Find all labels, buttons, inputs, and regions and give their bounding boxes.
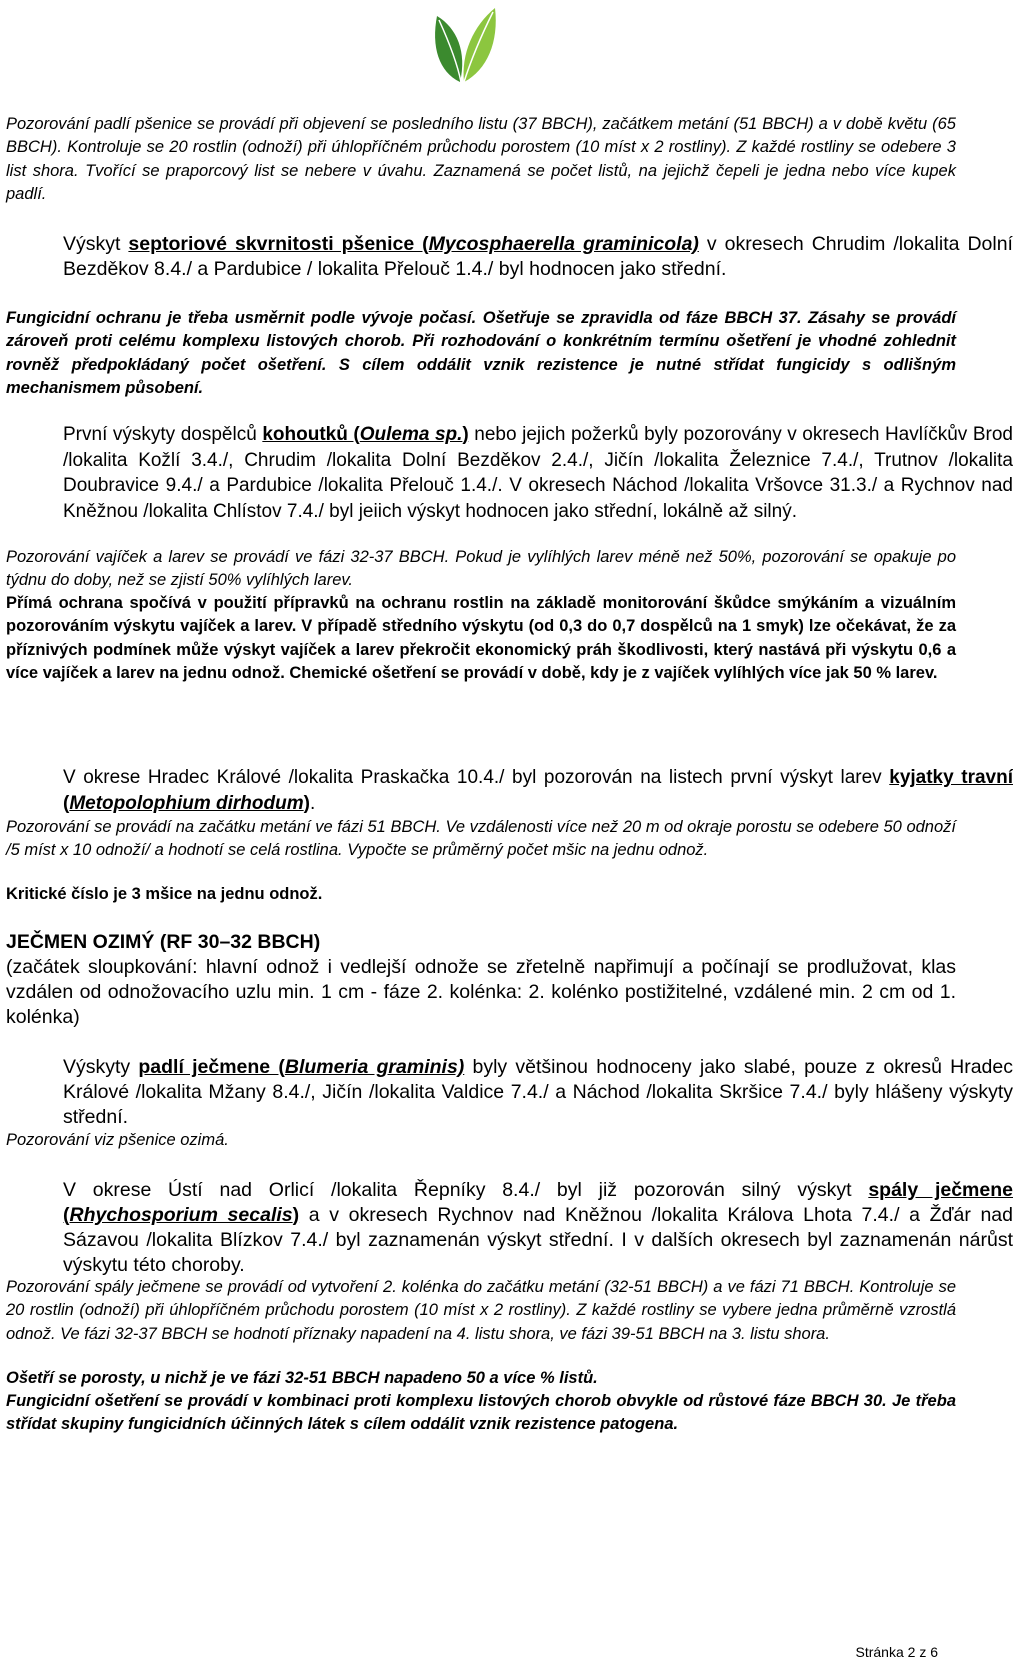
- wheat-mildew-observation: Pozorování padlí pšenice se provádí při objevení se posledního listu (37 BBCH), začátkem metání (51 BBCH) a v době květu (65 BBCH). Kontroluje se 20 rostlin (odnoží) při úhlopříčném průchodu porostem (10 míst x 2 rostliny). Z každé rostliny se odebere 3 list shora. Tvořící se praporcový list se nebere v úvahu. Zaznamená se počet listů, na jejichž čepeli je jedna nebo více kupek padlí.: [6, 115, 956, 204]
- aphid-paragraph: V okrese Hradec Králové /lokalita Praskačka 10.4./ byl pozorován na listech první výskyt larev kyjatky travní (Metopolophium dirhodum).: [63, 767, 1013, 814]
- septoria-recommendation: Fungicidní ochranu je třeba usměrnit podle vývoje počasí. Ošetřuje se zpravidla od fáze BBCH 37. Zásahy se provádí zároveň proti celému komplexu listových chorob. Při rozhodování o konkrétním termínu ošetření je vhodné zohlednit rovněž předpokládaný počet ošetření. S cílem oddálit vznik rezistence je nutné střídat fungicidy s odlišným mechanismem působení.: [6, 309, 956, 398]
- aphid-threshold: Kritické číslo je 3 mšice na jednu odnož.: [6, 885, 323, 903]
- pest-name-aphid: kyjatky travní (Metopolophium dirhodum): [63, 767, 1013, 814]
- pest-name-blumeria: padlí ječmene (Blumeria graminis): [138, 1056, 465, 1078]
- pest-name-oulema: kohoutků (Oulema sp.): [262, 424, 469, 445]
- barley-stage-description: (začátek sloupkování: hlavní odnož i vedlejší odnože se zřetelně napřimují a počínají se prodlužovat, klas vzdálen od odnožovacího uzlu min. 1 cm - fáze 2. kolénka: 2. kolénko postižitelné, vzdálené min. 2 cm od 1. kolénka): [6, 956, 956, 1028]
- rhynchosporium-paragraph: V okrese Ústí nad Orlicí /lokalita Řepníky 8.4./ byl již pozorován silný výskyt spály ječmene (Rhychosporium secalis) a v okresech Rychnov nad Kněžnou /lokalita Králova Lhota 7.4./ a Žďár nad Sázavou /lokalita Blízkov 7.4./ byl zaznamenán výskyt střední. I v dalších okresech byl zaznamenán nárůst výskytu této choroby.: [63, 1179, 1013, 1276]
- barley-mildew-paragraph: Výskyty padlí ječmene (Blumeria graminis) byly většinou hodnoceny jako slabé, pouze z okresů Hradec Králové /lokalita Mžany 8.4./, Jičín /lokalita Valdice 7.4./ a Náchod /lokalita Skršice 7.4./ byly hlášeny výskyty střední.: [63, 1056, 1013, 1128]
- leaf-logo-icon: [427, 2, 497, 86]
- section-heading-barley: JEČMEN OZIMÝ (RF 30–32 BBCH): [6, 931, 321, 953]
- page-number: Stránka 2 z 6: [855, 1644, 938, 1660]
- septoria-paragraph: Výskyt septoriové skvrnitosti pšenice (Mycosphaerella graminicola) v okresech Chrudim /lokalita Dolní Bezděkov 8.4./ a Pardubice / lokalita Přelouč 1.4./ byl hodnocen jako střední.: [63, 233, 1013, 280]
- pest-name-septoria: septoriové skvrnitosti pšenice (Mycosphaerella graminicola): [128, 233, 699, 255]
- aphid-observation: Pozorování se provádí na začátku metání ve fázi 51 BBCH. Ve vzdálenosti více než 20 m od okraje porostu se odebere 50 odnoží /5 míst x 10 odnoží/ a hodnotí se celá rostlina. Vypočte se průměrný počet mšic na jednu odnož.: [6, 818, 956, 860]
- barley-fungicide-recommendation: Fungicidní ošetření se provádí v kombinaci proti komplexu listových chorob obvykle od růstové fáze BBCH 30. Je třeba střídat skupiny fungicidních účinných látek s cílem oddálit vznik rezistence patogena.: [6, 1392, 956, 1434]
- rhynchosporium-observation: Pozorování spály ječmene se provádí od vytvoření 2. kolénka do začátku metání (32-51 BBCH) a ve fázi 71 BBCH. Kontroluje se 20 rostlin (odnoží) při úhlopříčném průchodu porostem (10 míst x 2 rostliny). Z každé rostliny se vybere jedna průměrně vzrostlá odnož. Ve fázi 32-37 BBCH se hodnotí příznaky napadení na 4. listu shora, ve fázi 39-51 BBCH na 3. listu shora.: [6, 1278, 956, 1343]
- oulema-observation: Pozorování vajíček a larev se provádí ve fázi 32-37 BBCH. Pokud je vylíhlých larev méně než 50%, pozorování se opakuje po týdnu do doby, než se zjistí 50% vylíhlých larev.: [6, 548, 956, 590]
- barley-mildew-observation: Pozorování viz pšenice ozimá.: [6, 1131, 229, 1149]
- oulema-paragraph: První výskyty dospělců kohoutků (Oulema sp.) nebo jejich požerků byly pozorovány v okresech Havlíčkův Brod /lokalita Kožlí 3.4./, Chrudim /lokalita Dolní Bezděkov 2.4./, Jičín /lokalita Železnice 7.4./, Trutnov /lokalita Doubravice 9.4./ a Pardubice /lokalita Přelouč 1.4./. V okresech Náchod /lokalita Vršovce 31.3./ a Rychnov nad Kněžnou /lokalita Chlístov 7.4./ byl jeiich výskyt hodnocen jako střední, lokálně až silný.: [63, 424, 1013, 522]
- pest-name-rhynchosporium: spály ječmene (Rhychosporium secalis): [63, 1179, 1013, 1226]
- oulema-recommendation: Přímá ochrana spočívá v použití přípravků na ochranu rostlin na základě monitorování škůdce smýkáním a vizuálním pozorováním výskytu vajíček a larev. V případě středního výskytu (od 0,3 do 0,7 dospělců na 1 smyk) lze očekávat, že za příznivých podmínek může výskyt vajíček a larev překročit ekonomický práh škodlivosti, který nastává při výskytu 0,6 a více vajíček a larev na jednu odnož. Chemické ošetření se provádí v době, kdy je z vajíček vylíhlých více jak 50 % larev.: [6, 594, 956, 683]
- rhynchosporium-threshold: Ošetří se porosty, u nichž je ve fázi 32-51 BBCH napadeno 50 a více % listů.: [6, 1369, 598, 1387]
